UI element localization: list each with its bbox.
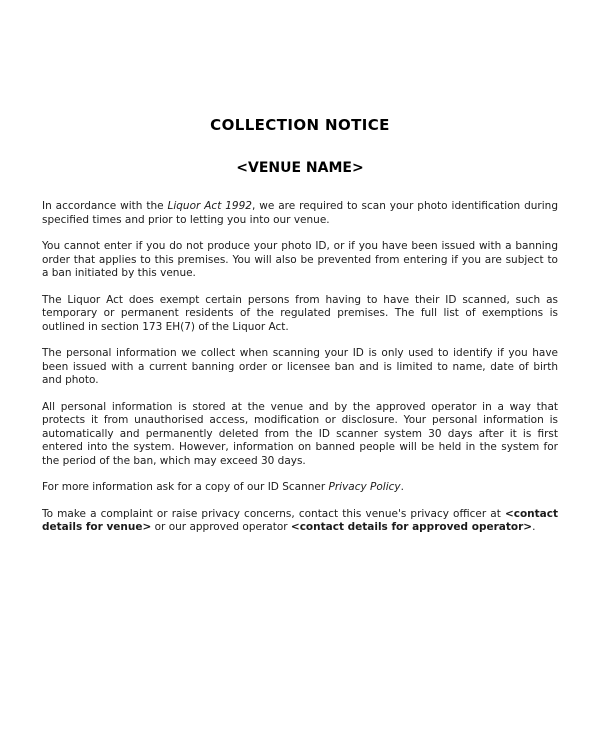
paragraph-personal-info-use: The personal information we collect when scanning your ID is only used to identify if you have been issued with a current banning order or licensee ban and is limited to name, date of birth and photo.: [42, 347, 558, 386]
privacy-policy-italic: Privacy Policy: [328, 481, 401, 493]
text-segment: In accordance with the: [42, 200, 168, 212]
paragraph-entry-refusal: You cannot enter if you do not produce your photo ID, or if you have been issued with a banning order that applies to this premises. You will also be prevented from entering if you are subject to a ban initiated by this venue.: [42, 240, 558, 279]
operator-contact-placeholder: <contact details for approved operator>: [290, 521, 533, 533]
paragraph-storage: All personal information is stored at the venue and by the approved operator in a way that protects it from unauthorised access, modification or disclosure. Your personal information is automatically and permanently deleted from the ID scanner system 30 days after it is first entered into the system. However, information on banned people will be held in the system for the period of the ban, which may exceed 30 days.: [42, 400, 558, 467]
paragraph-accordance: [42, 200, 558, 227]
paragraph-exemptions: The Liquor Act does exempt certain persons from having to have their ID scanned, such as temporary or permanent residents of the regulated premises. The full list of exemptions is outlined in section 173 EH(7) of the Liquor Act.: [42, 293, 558, 333]
text-segment: or our approved operator: [151, 521, 291, 533]
paragraph-complaints: [42, 508, 558, 535]
document-body: [42, 200, 558, 535]
paragraph-privacy-policy: [42, 481, 558, 495]
venue-name-placeholder: <VENUE NAME>: [236, 160, 364, 176]
text-segment: , we are required to scan your photo identification during specified times and prior to letting you into our venue.: [42, 200, 558, 226]
document-title: COLLECTION NOTICE: [210, 116, 390, 134]
text-segment: For more information ask for a copy of our ID Scanner: [42, 481, 329, 493]
liquor-act-italic: Liquor Act 1992: [167, 200, 252, 212]
text-segment: .: [532, 521, 536, 533]
venue-contact-placeholder: <contact details for venue>: [42, 507, 558, 533]
text-segment: .: [400, 481, 404, 493]
text-segment: To make a complaint or raise privacy concerns, contact this venue's privacy officer at: [42, 507, 505, 520]
